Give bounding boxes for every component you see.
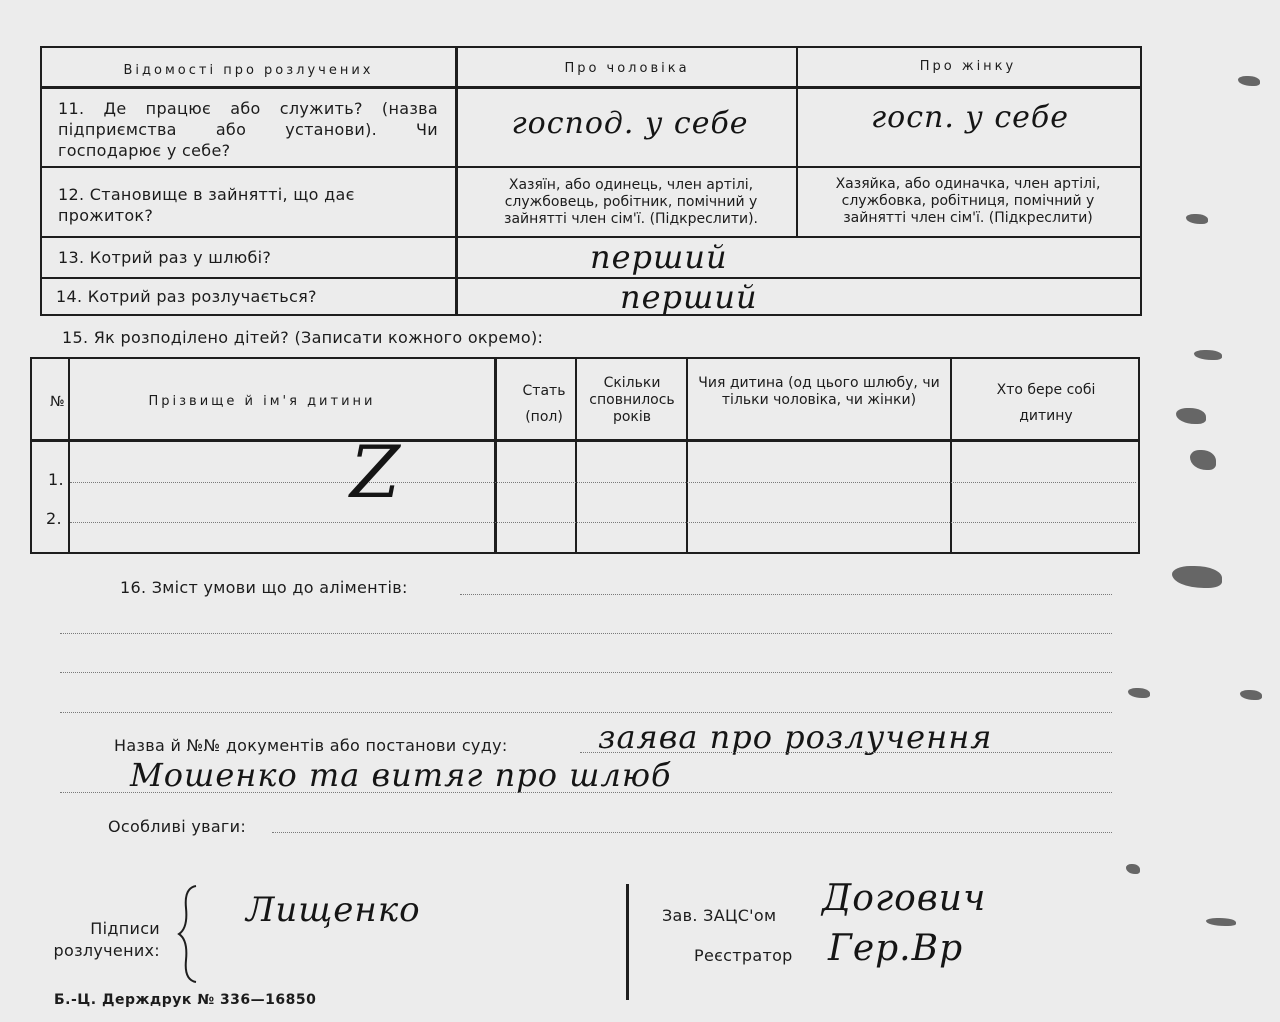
alimony-line [60,712,1112,713]
row-11-label: 11. Де працює або служить? (назва підприємства або установи). Чи господарює у себе? [58,99,438,160]
row-12-label: 12. Становище в зайнятті, що дає прожиток? [58,185,355,225]
header-about-wife: Про жінку [919,59,1017,74]
alimony-line [460,594,1112,595]
divorcee-signature: Лищенко [246,890,421,930]
registrar-signature: Гер.Вр [828,928,964,969]
scan-mark [1186,214,1208,224]
scan-mark [1126,864,1140,874]
children-handwritten-mark: Z [350,430,402,514]
children-row-2-num: 2. [46,509,62,528]
alimony-label: 16. Зміст умови що до аліментів: [120,578,408,597]
children-col-sex: Стать (пол) [522,383,566,425]
top-table-row-divider [42,277,1140,279]
header-divorcee-info: Відомості про розлучених [123,63,374,78]
children-table-header-divider [32,439,1138,442]
head-of-registry-label: Зав. ЗАЦС'ом [662,906,777,925]
row-12-wife-options: Хазяйка, або одиначка, член артілі, службовка, робітниця, помічний у зайнятті член сім'ї. (Підкреслити) [835,176,1101,226]
registrar-label: Реєстратор [694,946,793,965]
children-table-col-divider [686,359,688,552]
row-13-label: 13. Котрий раз у шлюбі? [58,248,272,267]
children-table-col-divider [950,359,952,552]
scan-mark [1194,350,1222,360]
scan-mark [1206,918,1236,926]
children-row-line [70,482,1136,483]
scan-mark [1172,566,1222,588]
alimony-line [60,672,1112,673]
children-question: 15. Як розподілено дітей? (Записати кожного окремо): [62,328,544,347]
row-14-value: перший [620,278,758,316]
alimony-line [60,633,1112,634]
children-col-age: Скільки сповнилось років [589,375,675,425]
top-table-col-divider [455,48,458,314]
children-row-1-num: 1. [48,470,64,489]
signatures-divider [626,884,629,1000]
top-table-col-divider [796,48,798,236]
row-11-husband-value: господ. у себе [511,106,749,141]
scan-mark [1176,408,1206,424]
documents-label: Назва й №№ документів або постанови суду: [114,736,508,755]
row-14-label: 14. Котрий раз розлучається? [56,287,317,306]
scan-mark [1240,690,1262,700]
printer-imprint: Б.-Ц. Держдрук № 336—16850 [54,992,317,1008]
documents-line [60,792,1112,793]
head-of-registry-signature: Догович [822,878,987,919]
documents-handwritten-line1: заява про розлучення [598,718,993,756]
remarks-label: Особливі уваги: [108,817,247,836]
children-col-name: Прізвище й ім'я дитини [148,394,376,409]
scan-mark [1238,76,1260,86]
children-row-line [70,522,1136,523]
remarks-line [272,832,1112,833]
header-about-husband: Про чоловіка [564,61,690,76]
row-13-value: перший [590,238,728,276]
signatures-label: Підписи розлучених: [53,919,160,960]
children-table-col-divider [494,359,497,552]
children-table-col-divider [68,359,70,552]
documents-line [580,752,1112,753]
children-col-num: № [50,394,65,410]
children-col-who-takes: Хто бере собі дитину [996,382,1096,424]
documents-handwritten-line2: Мошенко та витяг про шлюб [130,756,672,794]
signatures-brace [176,884,200,984]
top-table-header-divider [42,86,1140,89]
top-table-row-divider [42,166,1140,168]
row-11-wife-value: госп. у себе [871,100,1069,135]
row-12-husband-options: Хазяїн, або одинець, член артілі, службовець, робітник, помічний у зайнятті член сім'ї. (Підкреслити). [504,177,758,227]
scan-mark [1190,450,1216,470]
children-col-whose: Чия дитина (од цього шлюбу, чи тільки чоловіка, чи жінки) [698,375,940,408]
scan-mark [1128,688,1150,698]
